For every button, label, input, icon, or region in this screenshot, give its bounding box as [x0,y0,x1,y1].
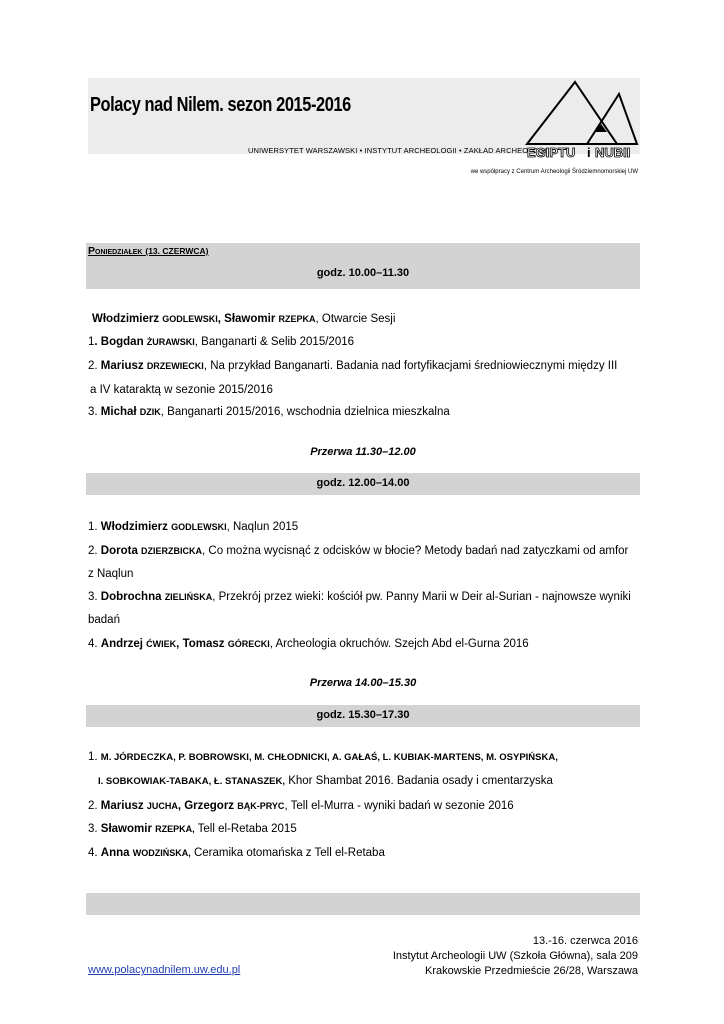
footer-dates: 13.-16. czerwca 2016 [532,935,638,947]
session-2-item-3: 4. Andrzej ĆWIEK, Tomasz GÓRECKI, Archeologia okruchów. Szejch Abd el-Gurna 2016 [88,638,529,650]
session-1-item-1: 1. Bogdan ŻURAWSKI, Banganarti & Selib 2015/2016 [88,336,354,348]
session-3-bar [86,705,640,727]
session-2-item-1: 2. Dorota DZIERZBICKA, Co można wycisnąć z odcisków w błocie? Metody badań nad zatyczkami od amfor [88,545,629,557]
day-date: (13. CZERWCA) [145,246,209,256]
session-1-item-0: Włodzimierz GODLEWSKI, Sławomir RZEPKA, Otwarcie Sesji [92,313,396,325]
event-title: Polacy nad Nilem. sezon 2015-2016 [90,94,351,116]
session-2-item-1-cont: z Naqlun [88,568,134,580]
session-1-time: godz. 10.00–11.30 [316,267,410,279]
logo-text-i: i [587,145,591,160]
footer-address: Krakowskie Przedmieście 26/28, Warszawa [425,965,638,977]
session-1-item-3: 3. Michał DZIK, Banganarti 2015/2016, wschodnia dzielnica mieszkalna [88,406,450,418]
session-1-item-2: 2. Mariusz DRZEWIECKI, Na przykład Banganarti. Badania nad fortyfikacjami średniowiecznymi między III [88,360,618,372]
session-3-item-1: 2. Mariusz JUCHA, Grzegorz BĄK-PRYC, Tell el-Murra - wyniki badań w sezonie 2016 [88,800,514,812]
day-name: Poniedziałek [88,245,143,257]
session-2-time: godz. 12.00–14.00 [316,477,410,489]
footer-info [393,934,638,979]
logo-pyramids-icon [525,80,640,160]
session-1-item-2-cont: a IV kataraktą w sezonie 2015/2016 [90,384,273,396]
cooperation-note: we współpracy z Centrum Archeologii Śródziemnomorskiej UW [470,169,638,175]
footer-bar [86,893,640,915]
logo-text-egiptu: EGIPTU [527,145,576,160]
break-1: Przerwa 11.30–12.00 [310,446,416,458]
session-3-item-2: 3. Sławomir RZEPKA, Tell el-Retaba 2015 [88,823,297,835]
day-label [88,245,209,257]
session-2-item-2: 3. Dobrochna ZIELIŃSKA, Przekrój przez wieki: kościół pw. Panny Marii w Deir al-Surian - najnowsze wyniki [88,591,631,603]
session-3-item-0-cont: I. SOBKOWIAK-TABAKA, Ł. STANASZEK, Khor Shambat 2016. Badania osady i cmentarzyska [98,775,553,787]
session-3-item-3: 4. Anna WODZIŃSKA, Ceramika otomańska z Tell el-Retaba [88,847,385,859]
session-2-item-0: 1. Włodzimierz GODLEWSKI, Naqlun 2015 [88,521,299,533]
footer-venue: Instytut Archeologii UW (Szkoła Główna), sala 209 [392,950,638,962]
logo-text-nubii: NUBII [595,145,631,160]
session-3-time: godz. 15.30–17.30 [316,709,410,721]
website-link[interactable]: www.polacynadnilem.uw.edu.pl [88,964,241,976]
organization-line: UNIWERSYTET WARSZAWSKI • INSTYTUT ARCHEOLOGII • ZAKŁAD ARCHEOLOGII [248,146,549,155]
session-2-item-2-cont: badań [88,614,120,626]
session-3-item-0: 1. M. JÓRDECZKA, P. BOBROWSKI, M. CHŁODNICKI, A. GAŁAŚ, L. KUBIAK-MARTENS, M. OSYPIŃSKA, [88,751,558,763]
break-2: Przerwa 14.00–15.30 [309,677,417,689]
session-2-bar [86,473,640,495]
